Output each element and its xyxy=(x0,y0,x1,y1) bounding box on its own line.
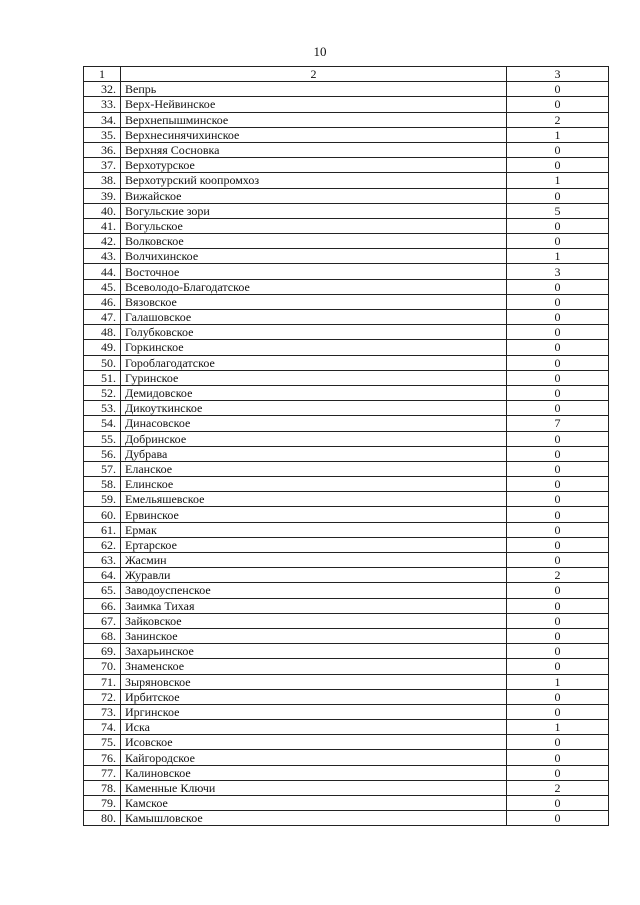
row-name: Захарьинское xyxy=(121,644,507,659)
row-name: Заимка Тихая xyxy=(121,598,507,613)
row-number: 75. xyxy=(84,735,121,750)
table-row xyxy=(84,355,609,370)
row-value: 0 xyxy=(507,507,609,522)
row-number: 42. xyxy=(84,234,121,249)
row-value: 0 xyxy=(507,750,609,765)
table-row xyxy=(84,522,609,537)
table-row xyxy=(84,537,609,552)
row-name: Заводоуспенское xyxy=(121,583,507,598)
data-table xyxy=(83,66,609,826)
table-row xyxy=(84,431,609,446)
row-name: Верхнепышминское xyxy=(121,112,507,127)
row-value: 2 xyxy=(507,568,609,583)
table-row xyxy=(84,340,609,355)
row-name: Камышловское xyxy=(121,811,507,826)
table-row xyxy=(84,689,609,704)
row-name: Верхотурский коопромхоз xyxy=(121,173,507,188)
row-number: 45. xyxy=(84,279,121,294)
row-value: 0 xyxy=(507,613,609,628)
row-number: 55. xyxy=(84,431,121,446)
table-row xyxy=(84,780,609,795)
table-row xyxy=(84,416,609,431)
row-number: 36. xyxy=(84,142,121,157)
row-value: 0 xyxy=(507,158,609,173)
row-value: 0 xyxy=(507,796,609,811)
table-row xyxy=(84,82,609,97)
row-name: Верхняя Сосновка xyxy=(121,142,507,157)
row-value: 1 xyxy=(507,674,609,689)
table-row xyxy=(84,735,609,750)
row-value: 0 xyxy=(507,492,609,507)
row-name: Верх-Нейвинское xyxy=(121,97,507,112)
table-row xyxy=(84,173,609,188)
row-number: 39. xyxy=(84,188,121,203)
table-row xyxy=(84,264,609,279)
row-value: 0 xyxy=(507,279,609,294)
header-cell-3: 3 xyxy=(507,67,609,82)
row-name: Дубрава xyxy=(121,446,507,461)
row-value: 0 xyxy=(507,218,609,233)
row-name: Елинское xyxy=(121,477,507,492)
row-value: 0 xyxy=(507,765,609,780)
table-row xyxy=(84,142,609,157)
table-row xyxy=(84,294,609,309)
row-name: Голубковское xyxy=(121,325,507,340)
row-name: Верхнесинячихинское xyxy=(121,127,507,142)
table-body xyxy=(84,67,609,826)
row-number: 73. xyxy=(84,704,121,719)
row-name: Добринское xyxy=(121,431,507,446)
table-row xyxy=(84,203,609,218)
row-number: 64. xyxy=(84,568,121,583)
row-value: 0 xyxy=(507,583,609,598)
row-value: 0 xyxy=(507,294,609,309)
row-number: 80. xyxy=(84,811,121,826)
table-row xyxy=(84,750,609,765)
row-number: 70. xyxy=(84,659,121,674)
row-value: 0 xyxy=(507,811,609,826)
row-name: Ервинское xyxy=(121,507,507,522)
row-name: Емельяшевское xyxy=(121,492,507,507)
table-row xyxy=(84,659,609,674)
row-name: Каменные Ключи xyxy=(121,780,507,795)
table-row xyxy=(84,492,609,507)
row-value: 0 xyxy=(507,628,609,643)
row-number: 60. xyxy=(84,507,121,522)
row-value: 0 xyxy=(507,553,609,568)
table-row xyxy=(84,628,609,643)
row-number: 59. xyxy=(84,492,121,507)
row-number: 56. xyxy=(84,446,121,461)
row-number: 52. xyxy=(84,385,121,400)
row-value: 0 xyxy=(507,704,609,719)
row-number: 72. xyxy=(84,689,121,704)
table-row xyxy=(84,97,609,112)
row-value: 0 xyxy=(507,142,609,157)
row-number: 57. xyxy=(84,461,121,476)
table-row xyxy=(84,598,609,613)
row-number: 62. xyxy=(84,537,121,552)
table-row xyxy=(84,310,609,325)
row-name: Горкинское xyxy=(121,340,507,355)
row-number: 50. xyxy=(84,355,121,370)
row-value: 0 xyxy=(507,385,609,400)
row-value: 1 xyxy=(507,127,609,142)
table-row xyxy=(84,720,609,735)
header-cell-2: 2 xyxy=(121,67,507,82)
row-name: Зайковское xyxy=(121,613,507,628)
row-name: Зыряновское xyxy=(121,674,507,689)
table-row xyxy=(84,644,609,659)
table-row xyxy=(84,461,609,476)
row-name: Гуринское xyxy=(121,370,507,385)
row-number: 58. xyxy=(84,477,121,492)
row-number: 32. xyxy=(84,82,121,97)
row-name: Исовское xyxy=(121,735,507,750)
page-number: 10 xyxy=(313,44,327,59)
table-row xyxy=(84,507,609,522)
row-value: 0 xyxy=(507,537,609,552)
row-number: 66. xyxy=(84,598,121,613)
row-number: 79. xyxy=(84,796,121,811)
table-row xyxy=(84,796,609,811)
table-row xyxy=(84,401,609,416)
table-row xyxy=(84,553,609,568)
row-number: 33. xyxy=(84,97,121,112)
row-name: Калиновское xyxy=(121,765,507,780)
table-row xyxy=(84,765,609,780)
row-name: Кайгородское xyxy=(121,750,507,765)
row-value: 7 xyxy=(507,416,609,431)
row-number: 41. xyxy=(84,218,121,233)
row-name: Вижайское xyxy=(121,188,507,203)
row-number: 54. xyxy=(84,416,121,431)
row-value: 0 xyxy=(507,644,609,659)
table-row xyxy=(84,385,609,400)
row-value: 1 xyxy=(507,720,609,735)
row-value: 0 xyxy=(507,97,609,112)
table-row xyxy=(84,279,609,294)
row-number: 34. xyxy=(84,112,121,127)
table-row xyxy=(84,613,609,628)
row-value: 0 xyxy=(507,401,609,416)
row-name: Ермак xyxy=(121,522,507,537)
row-name: Динасовское xyxy=(121,416,507,431)
row-number: 78. xyxy=(84,780,121,795)
table-row xyxy=(84,446,609,461)
row-value: 0 xyxy=(507,310,609,325)
row-number: 61. xyxy=(84,522,121,537)
row-number: 49. xyxy=(84,340,121,355)
row-number: 51. xyxy=(84,370,121,385)
table-row xyxy=(84,234,609,249)
row-number: 46. xyxy=(84,294,121,309)
table-row xyxy=(84,112,609,127)
row-value: 0 xyxy=(507,522,609,537)
table-row xyxy=(84,704,609,719)
row-number: 63. xyxy=(84,553,121,568)
table-row xyxy=(84,811,609,826)
table-header-row xyxy=(84,67,609,82)
row-value: 5 xyxy=(507,203,609,218)
row-name: Галашовское xyxy=(121,310,507,325)
row-value: 0 xyxy=(507,735,609,750)
table-row xyxy=(84,370,609,385)
row-number: 53. xyxy=(84,401,121,416)
row-value: 0 xyxy=(507,689,609,704)
row-name: Демидовское xyxy=(121,385,507,400)
row-value: 0 xyxy=(507,325,609,340)
row-value: 2 xyxy=(507,112,609,127)
row-name: Волковское xyxy=(121,234,507,249)
row-number: 37. xyxy=(84,158,121,173)
row-name: Вязовское xyxy=(121,294,507,309)
row-value: 0 xyxy=(507,188,609,203)
row-value: 0 xyxy=(507,461,609,476)
row-name: Волчихинское xyxy=(121,249,507,264)
row-number: 47. xyxy=(84,310,121,325)
row-name: Вогульское xyxy=(121,218,507,233)
row-name: Восточное xyxy=(121,264,507,279)
row-value: 0 xyxy=(507,598,609,613)
row-name: Еланское xyxy=(121,461,507,476)
row-name: Жасмин xyxy=(121,553,507,568)
row-value: 0 xyxy=(507,446,609,461)
table-row xyxy=(84,325,609,340)
row-value: 1 xyxy=(507,249,609,264)
row-name: Камское xyxy=(121,796,507,811)
row-name: Гороблагодатское xyxy=(121,355,507,370)
row-value: 0 xyxy=(507,234,609,249)
row-value: 0 xyxy=(507,82,609,97)
table-row xyxy=(84,477,609,492)
row-value: 0 xyxy=(507,355,609,370)
table-row xyxy=(84,674,609,689)
row-value: 1 xyxy=(507,173,609,188)
row-number: 35. xyxy=(84,127,121,142)
row-number: 43. xyxy=(84,249,121,264)
row-name: Занинское xyxy=(121,628,507,643)
table-row xyxy=(84,218,609,233)
row-value: 2 xyxy=(507,780,609,795)
row-name: Иргинское xyxy=(121,704,507,719)
table-row xyxy=(84,188,609,203)
row-number: 69. xyxy=(84,644,121,659)
row-number: 68. xyxy=(84,628,121,643)
row-number: 76. xyxy=(84,750,121,765)
table-row xyxy=(84,249,609,264)
table-row xyxy=(84,568,609,583)
row-value: 0 xyxy=(507,431,609,446)
row-number: 48. xyxy=(84,325,121,340)
header-cell-1: 1 xyxy=(84,67,121,82)
table-row xyxy=(84,127,609,142)
row-name: Вепрь xyxy=(121,82,507,97)
row-number: 38. xyxy=(84,173,121,188)
row-number: 44. xyxy=(84,264,121,279)
row-value: 0 xyxy=(507,340,609,355)
row-name: Дикоуткинское xyxy=(121,401,507,416)
row-number: 74. xyxy=(84,720,121,735)
row-name: Иска xyxy=(121,720,507,735)
row-number: 65. xyxy=(84,583,121,598)
row-name: Ирбитское xyxy=(121,689,507,704)
row-name: Верхотурское xyxy=(121,158,507,173)
row-value: 0 xyxy=(507,370,609,385)
row-number: 71. xyxy=(84,674,121,689)
table-row xyxy=(84,583,609,598)
row-value: 0 xyxy=(507,477,609,492)
table-row xyxy=(84,158,609,173)
row-number: 67. xyxy=(84,613,121,628)
row-value: 3 xyxy=(507,264,609,279)
row-name: Ертарское xyxy=(121,537,507,552)
row-value: 0 xyxy=(507,659,609,674)
row-name: Знаменское xyxy=(121,659,507,674)
row-name: Вогульские зори xyxy=(121,203,507,218)
row-name: Всеволодо-Благодатское xyxy=(121,279,507,294)
row-number: 77. xyxy=(84,765,121,780)
row-name: Журавли xyxy=(121,568,507,583)
row-number: 40. xyxy=(84,203,121,218)
